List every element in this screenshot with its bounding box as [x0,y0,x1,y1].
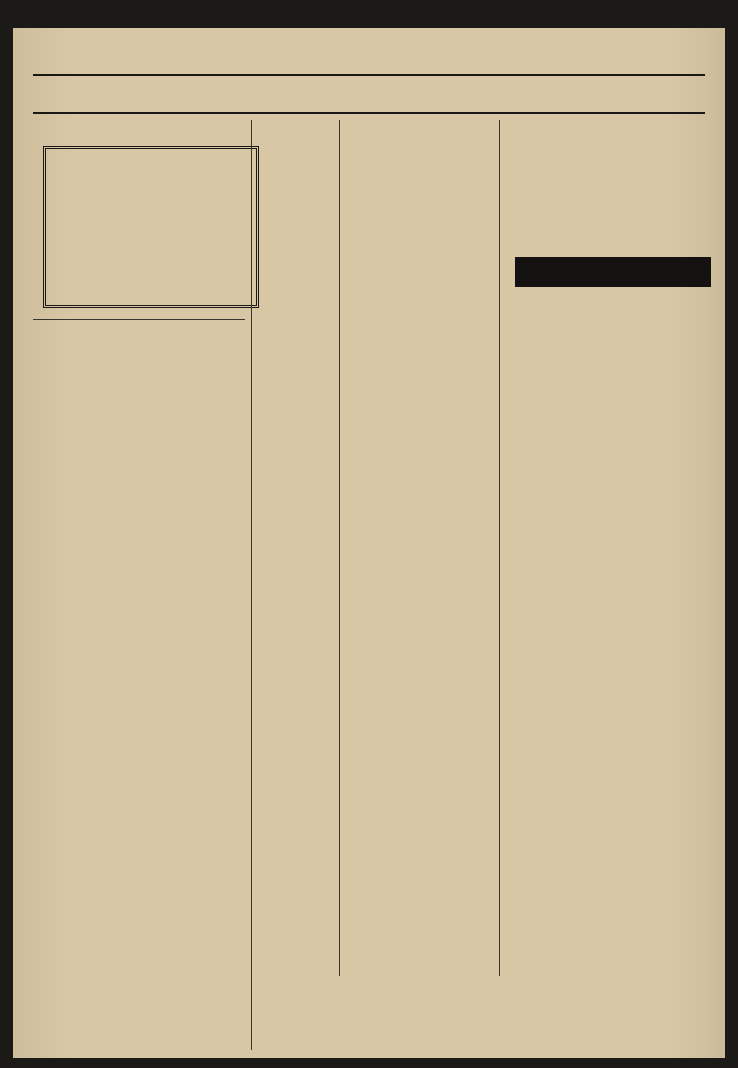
newspaper-page [13,28,725,1058]
column-divider-2 [339,120,340,976]
column-divider-1 [251,120,252,1050]
ad-brul-brand [515,257,711,287]
ad-brul [503,145,723,315]
ad-guiaux [43,146,259,308]
top-rule [33,74,705,76]
column-1 [33,314,245,325]
column-divider-3 [499,120,500,976]
headline-rule [33,112,705,114]
